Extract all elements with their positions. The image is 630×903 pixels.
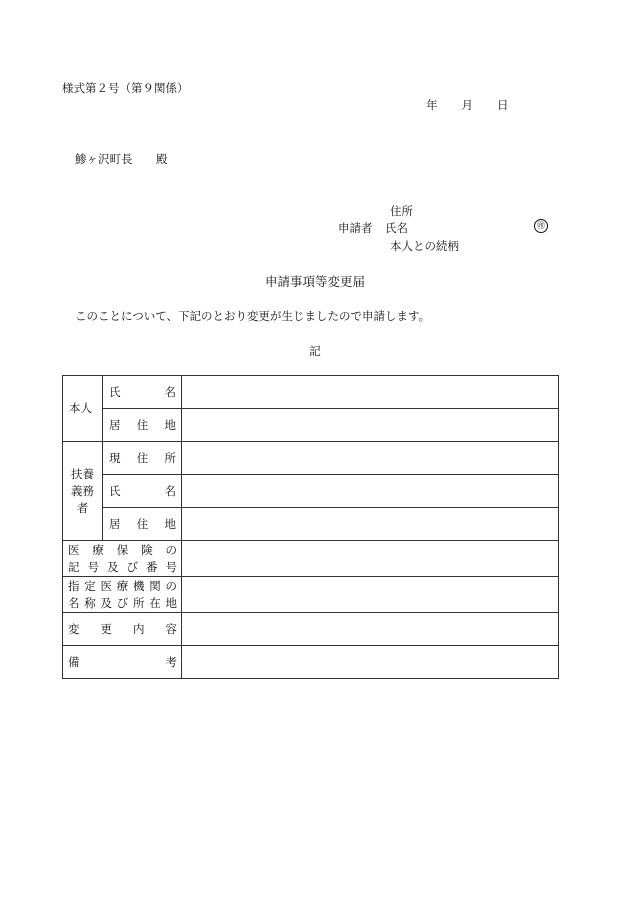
label-char: の (165, 542, 177, 557)
institution-field[interactable] (182, 577, 559, 613)
date-year: 年 (426, 98, 438, 112)
label-char: 在 (149, 595, 161, 610)
label-char: 定 (84, 578, 96, 593)
label-char: 名 (164, 385, 176, 399)
label-char: 所 (133, 595, 145, 610)
date-day: 日 (497, 98, 509, 112)
self-name-field[interactable] (182, 376, 559, 409)
label-char: 医 (68, 542, 80, 557)
label-char: 所 (164, 451, 176, 465)
label-char: 地 (164, 418, 176, 432)
institution-label (63, 577, 182, 613)
label-char: 容 (165, 622, 177, 636)
support-name-label (103, 475, 182, 508)
self-residence-field[interactable] (182, 409, 559, 442)
label-chars (103, 417, 181, 433)
label-chars (103, 516, 181, 532)
name-label: 氏名 (385, 221, 408, 235)
date-line (426, 97, 509, 113)
label-char: 氏 (109, 385, 121, 399)
label-char: 療 (92, 542, 104, 557)
self-name-label (103, 376, 182, 409)
support-name-field[interactable] (182, 475, 559, 508)
address-label: 住所 (390, 204, 413, 218)
label-char: 保 (116, 542, 129, 557)
label-char: 地 (165, 595, 177, 610)
support-group-line: 扶養 (71, 466, 94, 481)
label-char: 考 (165, 655, 177, 669)
document-title: 申請事項等変更届 (264, 274, 365, 289)
support-group-label (63, 442, 103, 541)
label-char: 番 (146, 559, 158, 574)
label-chars (103, 384, 181, 400)
self-residence-label (103, 409, 182, 442)
addressee-suffix: 殿 (156, 152, 168, 166)
form-number: 様式第２号（第９関係） (62, 81, 189, 95)
label-chars (103, 483, 181, 499)
label-char: 機 (133, 578, 145, 593)
body-text: このことについて、下記のとおり変更が生じましたので申請します。 (75, 309, 431, 323)
insurance-label (63, 541, 182, 577)
label-char: 現 (109, 451, 121, 465)
insurance-field[interactable] (182, 541, 559, 577)
change-label (63, 613, 182, 646)
seal-mark: ㊞ (534, 219, 548, 233)
applicant-label: 申請者 (338, 221, 373, 235)
label-char: 名 (68, 595, 80, 610)
label-chars (63, 654, 181, 670)
label-char: 居 (109, 418, 121, 432)
support-residence-field[interactable] (182, 508, 559, 541)
support-address-label (103, 442, 182, 475)
remarks-label (63, 646, 182, 679)
label-chars (68, 595, 177, 612)
self-group-label: 本人 (63, 376, 103, 442)
label-chars (68, 578, 177, 595)
label-char: 称 (84, 595, 96, 610)
label-char: 号 (165, 559, 177, 574)
support-residence-label (103, 508, 182, 541)
label-char: 関 (149, 578, 161, 593)
label-char: 号 (87, 559, 99, 574)
label-char: 居 (109, 517, 121, 531)
label-char: 指 (68, 578, 80, 593)
label-char: 変 (68, 622, 80, 636)
label-chars (68, 559, 177, 576)
label-char: 備 (68, 655, 80, 669)
change-field[interactable] (182, 613, 559, 646)
support-group-line: 義務 (71, 483, 94, 498)
label-char: 地 (164, 517, 176, 531)
label-char: 名 (164, 484, 176, 498)
remarks-field[interactable] (182, 646, 559, 679)
date-month: 月 (461, 98, 473, 112)
label-char: 住 (136, 451, 149, 465)
label-char: 医 (100, 578, 112, 593)
label-char: 及 (100, 595, 112, 610)
label-char: 氏 (109, 484, 121, 498)
support-group-line: 者 (76, 500, 89, 515)
support-address-field[interactable] (182, 442, 559, 475)
label-char: 住 (136, 418, 149, 432)
label-chars (103, 450, 181, 466)
label-char: 内 (133, 622, 145, 636)
label-char: 険 (141, 542, 153, 557)
relation-label: 本人との続柄 (390, 239, 459, 253)
label-char: 記 (68, 559, 80, 574)
label-char: の (165, 578, 177, 593)
label-chars (63, 621, 181, 637)
ki-heading: 記 (309, 344, 321, 358)
label-char: 療 (116, 578, 129, 593)
addressee-name: 鯵ヶ沢町長 (75, 152, 133, 166)
label-char: び (126, 559, 138, 574)
label-chars (68, 542, 177, 559)
label-char: 更 (100, 622, 112, 636)
application-table (62, 375, 559, 679)
label-char: 及 (107, 559, 119, 574)
label-char: 住 (136, 517, 149, 531)
label-char: び (116, 595, 129, 610)
